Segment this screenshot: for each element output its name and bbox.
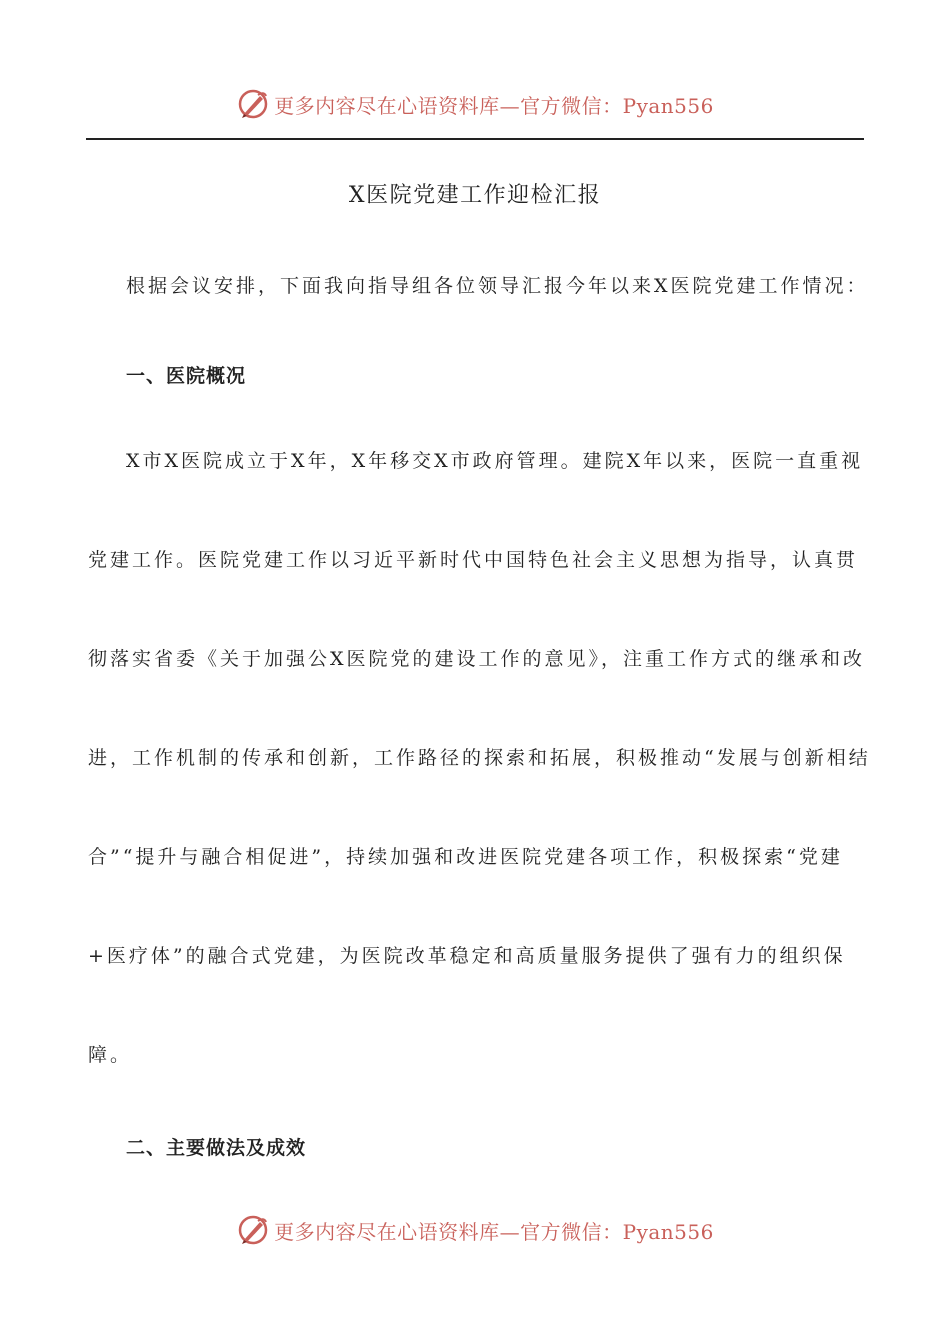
watermark-text [274,90,714,119]
pen-logo-icon [236,1213,270,1247]
watermark-contact: 官方微信：Pyan556 [520,1219,714,1244]
document-title: X医院党建工作迎检汇报 [348,183,602,208]
watermark-separator: — [499,1219,521,1244]
intro-paragraph: 根据会议安排，下面我向指导组各位领导汇报今年以来X医院党建工作情况： [126,275,869,297]
watermark-contact: 官方微信：Pyan556 [520,93,714,118]
pen-logo-icon [236,87,270,121]
header-rule [86,138,864,140]
section-heading-overview: 一、医院概况 [126,365,247,387]
watermark-text [274,1216,714,1245]
section-heading-practices: 二、主要做法及成效 [126,1137,307,1159]
watermark-banner-top [0,84,950,124]
watermark-brand: 更多内容尽在心语资料库 [274,93,500,118]
section-body-overview: X市X医院成立于X年，X年移交X市政府管理。建院X年以来，医院一直重视党建工作。医院党建工作以习近平新时代中国特色社会主义思想为指导，认真贯彻落实省委《关于加强公X医院党的建设工作的意见》，注重工作方式的继承和改进，工作机制的传承和创新，工作路径的探索和拓展，积极推动“发展与创新相结合”“提升与融合相促进”，持续加强和改进医院党建各项工作，积极探索“党建+医疗体”的融合式党建，为医院改革稳定和高质量服务提供了强有力的组织保障。 [88,450,871,1066]
watermark-banner-bottom [0,1210,950,1250]
watermark-brand: 更多内容尽在心语资料库 [274,1219,500,1244]
watermark-separator: — [499,93,521,118]
